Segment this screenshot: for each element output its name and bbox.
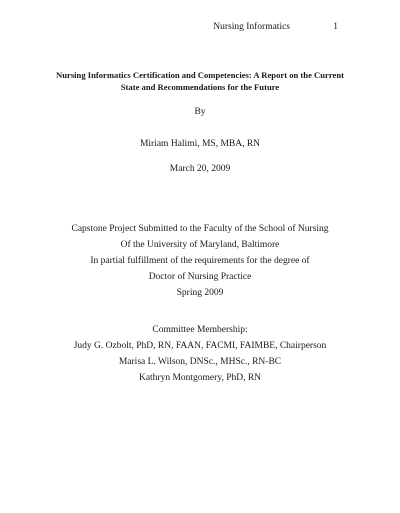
title-line-1: Nursing Informatics Certification and Competencies: A Report on the Current (56, 70, 344, 80)
submission-line-1: Capstone Project Submitted to the Faculty of the School of Nursing (71, 224, 329, 234)
committee-heading: Committee Membership: (152, 325, 248, 335)
term: Spring 2009 (176, 288, 224, 298)
title-line-2: State and Recommendations for the Future (120, 82, 280, 92)
page-number: 1 (333, 22, 338, 32)
document-title (40, 69, 360, 93)
committee-member: Judy G. Ozbolt, PhD, RN, FAAN, FACMI, FAIMBE, Chairperson (73, 341, 327, 351)
page-header (0, 22, 400, 36)
submission-line-3: In partial fulfillment of the requirements for the degree of (90, 256, 310, 266)
document-date: March 20, 2009 (169, 164, 231, 174)
running-head: Nursing Informatics (213, 22, 290, 32)
committee-member: Marisa L. Wilson, DNSc., MHSc., RN-BC (118, 357, 282, 367)
committee-member: Kathryn Montgomery, PhD, RN (138, 373, 262, 383)
by-label: By (194, 107, 206, 117)
submission-line-2: Of the University of Maryland, Baltimore (120, 240, 280, 250)
author-name: Miriam Halimi, MS, MBA, RN (139, 139, 261, 149)
degree-name: Doctor of Nursing Practice (148, 272, 252, 282)
